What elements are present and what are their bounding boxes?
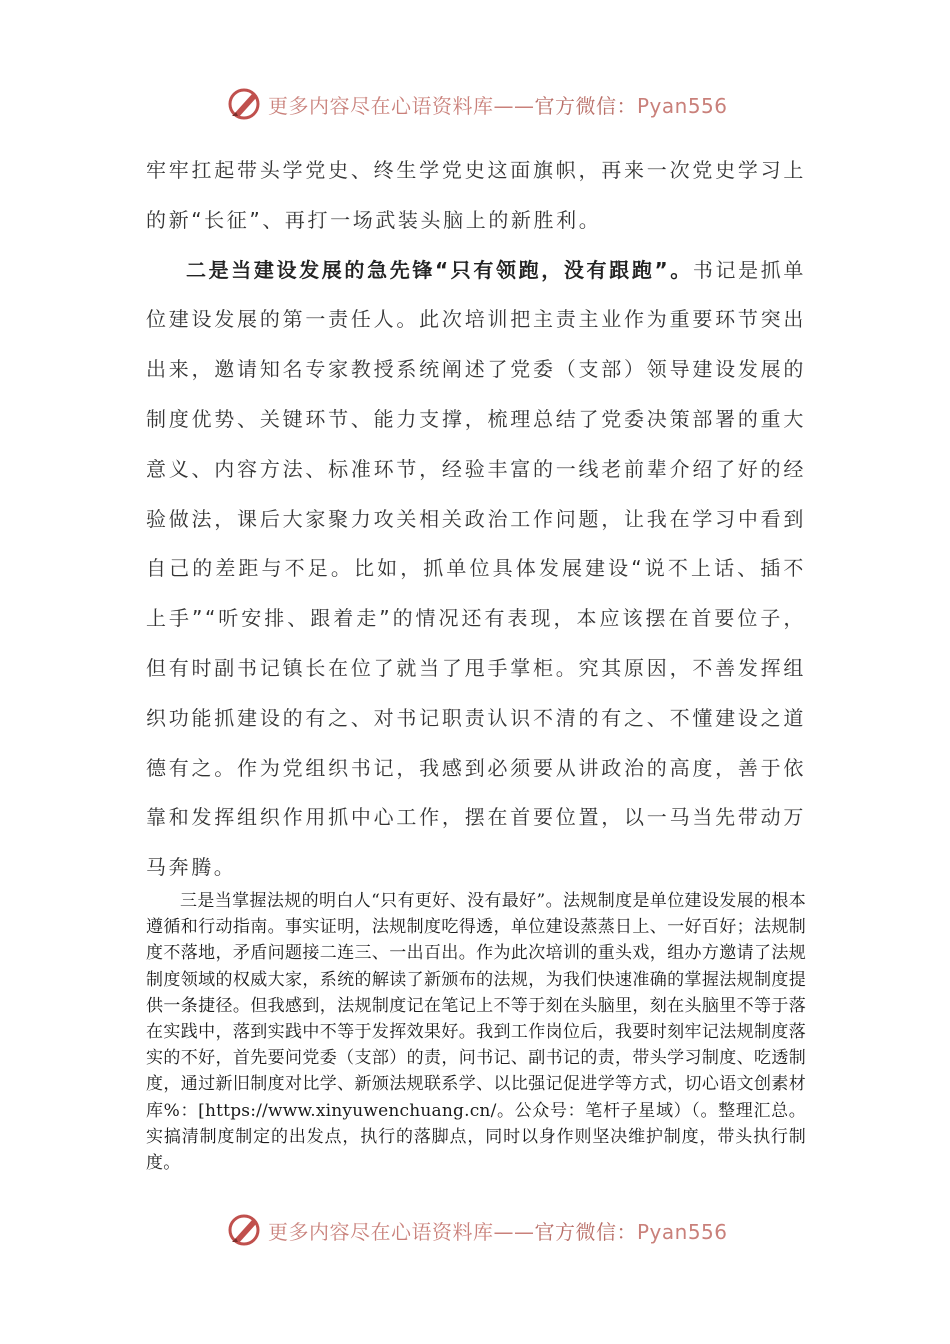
footer-banner-wechat-id: Pyan556 <box>637 1219 728 1244</box>
paragraph-2-lead: 二是当建设发展的急先锋“只有领跑，没有跟跑”。 <box>186 257 693 282</box>
spaced-body-section <box>146 146 806 893</box>
footer-banner-wechat-label: 官方微信： <box>534 1219 637 1244</box>
paragraph-3: 三是当掌握法规的明白人“只有更好、没有最好”。法规制度是单位建设发展的根本遵循和行动指南。事实证明，法规制度吃得透，单位建设蒸蒸日上、一好百好；法规制度不落地，矛盾问题接二连三、一出百出。作为此次培训的重头戏，组办方邀请了法规制度领域的权威大家，系统的解读了新颁布的法规，为我们快速准确的掌握法规制度提供一条捷径。但我感到，法规制度记在笔记上不等于刻在头脑里，刻在头脑里不等于落在实践中，落到实践中不等于发挥效果好。我到工作岗位后，我要时刻牢记法规制度落实的不好，首先要问党委（支部）的责，问书记、副书记的责，带头学习制度、吃透制度，通过新旧制度对比学、新颁法规联系学、以比强记促进学等方式，切心语文创素材库%：[https://www.xinyuwenchuang.cn/。公众号：笔杆子星域）（。整理汇总。实搞清制度制定的出发点，执行的落脚点，同时以身作则坚决维护制度，带头执行制度。 <box>146 891 806 1174</box>
paragraph-2 <box>146 246 806 893</box>
header-banner-dash: —— <box>493 93 535 118</box>
footer-banner-text <box>268 1216 728 1245</box>
footer-banner-main: 更多内容尽在心语资料库 <box>268 1219 494 1244</box>
header-banner-main: 更多内容尽在心语资料库 <box>268 93 494 118</box>
paragraph-2-body: 书记是抓单位建设发展的第一责任人。此次培训把主责主业作为重要环节突出出来，邀请知名专家教授系统阐述了党委（支部）领导建设发展的制度优势、关键环节、能力支撑，梳理总结了党委决策部署的重大意义、内容方法、标准环节，经验丰富的一线老前辈介绍了好的经验做法，课后大家聚力攻关相关政治工作问题，让我在学习中看到自己的差距与不足。比如，抓单位具体发展建设“说不上话、插不上手”“听安排、跟着走”的情况还有表现，本应该摆在首要位子，但有时副书记镇长在位了就当了甩手掌柜。究其原因，不善发挥组织功能抓建设的有之、对书记职责认识不清的有之、不懂建设之道德有之。作为党组织书记，我感到必须要从讲政治的高度，善于依靠和发挥组织作用抓中心工作，摆在首要位置，以一马当先带动万马奔腾。 <box>146 257 807 880</box>
header-banner-wechat-label: 官方微信： <box>534 93 637 118</box>
header-banner-text <box>268 90 728 119</box>
header-banner <box>226 84 728 124</box>
footer-banner-dash: —— <box>493 1219 535 1244</box>
header-banner-wechat-id: Pyan556 <box>637 93 728 118</box>
footer-banner <box>226 1210 728 1250</box>
pen-logo-icon <box>226 86 262 122</box>
pen-logo-icon <box>226 1212 262 1248</box>
dense-body-section <box>146 888 806 1176</box>
paragraph-1-continuation: 牢牢扛起带头学党史、终生学党史这面旗帜，再来一次党史学习上的新“长征”、再打一场武装头脑上的新胜利。 <box>146 158 806 232</box>
